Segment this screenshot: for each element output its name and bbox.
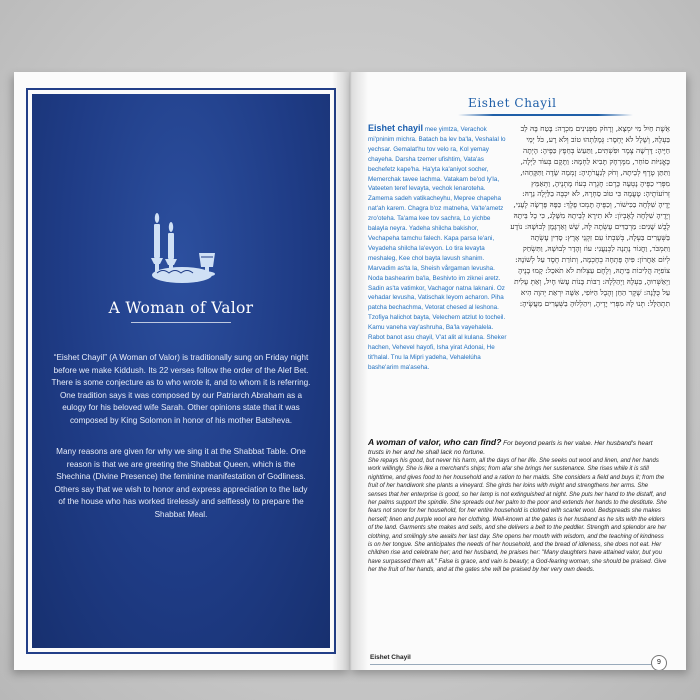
right-page	[350, 72, 686, 670]
footer-label: Eishet Chayil	[370, 654, 411, 661]
translation-heading	[368, 438, 668, 457]
title-underline	[458, 114, 633, 116]
translation-lead-rest: For beyond pearls is her value. Her husband's heart trusts in her and he shall lack no fortune.	[368, 440, 653, 456]
page-title: A Woman of Valor	[108, 299, 254, 317]
transliteration-text	[368, 124, 508, 373]
translation-lead: A woman of valor, who can find?	[368, 437, 502, 447]
title-divider	[131, 322, 231, 323]
transliteration-lead: Eishet chayil	[368, 123, 424, 133]
transliteration-body: mee yimtza, Verachok mi'pninim michra. Batach ba lev ba'la, Veshalal lo yechsar. Gemalat'hu tov velo ra, Kol yemay chayeha. Darsha tzemer ufishtim, Vata'as bechefetz kape'ha. Ha'yta ka'aniyot socher, Memerchak tavee lachma. Vatakam be'od ly'la, Vateeten teref levayta, vechok lenaroteha. Zamema sadeh vatikacheyhu, Mepree chapeha nat'ah karem. Chagra b'oz matneha, Va'te'ametz zro'oteha. Ta'ama kee tov sachra, Lo yichbe balayla neyra. Yadeha shilcha bakishor, Vechapeha tamchu falech. Kapa parsa le'ani, Veyadeha shilcha la'evyon. Lo tira levayta meshaleg, Kee chol bayta lavush shanim. Marvadim as'ta la, Sheish vårgaman levusha. Noda bashearim ba'la, Beshivto im ziknei aretz. Sadin as'ta vatimkor, Vachagor natna laknani. Oz vehadar levusha, Vatischak leyom acharon. Piha patcha bechachma, Vetorat chesed al leshona. Tzofiya halichot bayta, Velechem atzlut lo tocheil. Kamu vaneha vay'ashruha, Ba'la vayehalela. Rabot banot asu chayil, V'at alit al kulana. Sheker hachen, Vehevel hayofi, Isha yirat Adonai, He tit'halal. Tnu la Mipri yadeha, Vehalelúha bashe'arim ma'aseha.	[368, 126, 507, 371]
translation-text: She repays his good, but never his harm, all the days of her life. She seeks out wool and linen, and her hands work willingly. She is like a merchant's ships; from afar she brings her sustenance. She rises while it is still nighttime, and gives food to her household and a ration to her maids. She considers a field and buys it; from the fruit of her handiwork she plants a vineyard. She girds her loins with might and strengthens her arms. She senses that her enterprise is good, so her lamp is not extinguished at night. She puts her hand to the distaff, and her palms support the spindle. She spreads out her palm to the poor and extends her hands to the destitute. She fears not snow for her household, for her entire household is clothed with scarlet wool. Bedspreads she makes herself; linen and purple wool are her clothing. Well-known at the gates is her husband as he sits with the elders of the land. Garments she makes and sells, and she delivers a belt to the peddler. Strength and splendor are her clothing, and smilingly she awaits her last day. She opens her mouth with wisdom, and the teaching of kindness is on her tongue. She anticipates the needs of her household, and the bread of idleness, she does not eat. Her children rise and celebrate her; and her husband, he praises her: "Many daughters have attained valor, but you have surpassed them all." False is grace, and vain is beauty; a God-fearing woman, she should be praised. Give her the fruit of her hands, and at the gates she will be praised by her very own deeds.	[368, 458, 667, 574]
hebrew-text: אֵשֶׁת חַיִל מִי יִמְצָא, וְרָחֹק מִפְּנִינִים מִכְרָה: בָּטַח בָּהּ לֵב בַּעְלָהּ, וְשָׁלָל לֹא יֶחְסָר: גְּמָלַתְהוּ טוֹב וְלֹא רָע, כֹּל יְמֵי חַיֶּיהָ: דָּרְשָׁה צֶמֶר וּפִשְׁתִּים, וַתַּעַשׂ בְּחֵפֶץ כַּפֶּיהָ: הָיְתָה כָּאֳנִיּוֹת סוֹחֵר, מִמֶּרְחָק תָּבִיא לַחְמָהּ: וַתָּקָם בְּעוֹד לַיְלָה, וַתִּתֵּן טֶרֶף לְבֵיתָהּ, וְחֹק לְנַעֲרֹתֶיהָ: זָמְמָה שָׂדֶה וַתִּקָּחֵהוּ, מִפְּרִי כַפֶּיהָ נָטְעָה כָּרֶם: חָגְרָה בְעוֹז מָתְנֶיהָ, וַתְּאַמֵּץ זְרוֹעוֹתֶיהָ: טָעֲמָה כִּי טוֹב סַחְרָהּ, לֹא יִכְבֶּה בַלַּיְלָה נֵרָהּ: יָדֶיהָ שִׁלְּחָה בַכִּישׁוֹר, וְכַפֶּיהָ תָּמְכוּ פָלֶךְ: כַּפָּהּ פָּרְשָׂה לֶעָנִי, וְיָדֶיהָ שִׁלְּחָה לָאֶבְיוֹן: לֹא תִירָא לְבֵיתָהּ מִשָּׁלֶג, כִּי כָל בֵּיתָהּ לָבֻשׁ שָׁנִים: מַרְבַדִּים עָשְׂתָה לָּהּ, שֵׁשׁ וְאַרְגָּמָן לְבוּשָׁהּ: נוֹדָע בַּשְּׁעָרִים בַּעְלָהּ, בְּשִׁבְתּוֹ עִם זִקְנֵי אָרֶץ: סָדִין עָשְׂתָה וַתִּמְכֹּר, וַחֲגוֹר נָתְנָה לַכְּנַעֲנִי: עוֹז וְהָדָר לְבוּשָׁהּ, וַתִּשְׂחַק לְיוֹם אַחֲרוֹן: פִּיהָ פָּתְחָה בְחָכְמָה, וְתוֹרַת חֶסֶד עַל לְשׁוֹנָהּ: צוֹפִיָּה הֲלִיכוֹת בֵּיתָהּ, וְלֶחֶם עַצְלוּת לֹא תֹאכֵל: קָמוּ בָנֶיהָ וַיְאַשְּׁרוּהָ, בַּעְלָהּ וַיְהַלְלָהּ: רַבּוֹת בָּנוֹת עָשׂוּ חָיִל, וְאַתְּ עָלִית עַל כֻּלָּנָה: שֶׁקֶר הַחֵן וְהֶבֶל הַיּוֹפִי, אִשָּׁה יִרְאַת יְהוָה הִיא תִתְהַלָּל: תְּנוּ לָהּ מִפְּרִי יָדֶיהָ, וִיהַלְלוּהָ בַשְּׁעָרִים מַעֲשֶׂיהָ:	[510, 124, 670, 308]
footer-divider	[370, 664, 653, 665]
intro-paragraph-1: “Eishet Chayil” (A Woman of Valor) is traditionally sung on Friday night before we make Kiddush. Its 22 verses follow the order of the Alef Bet. There is some conjecture as to who wrote it, and to whom it is referring. One tradition says it was composed by our Patriarch Abraham as a eulogy for his beloved wife Sarah. Other opinions state that it was composed by King Solomon in honor of his mother Batsheva.	[51, 353, 311, 425]
section-title: Eishet Chayil	[468, 96, 557, 110]
left-page	[14, 72, 350, 670]
page-number: 9	[651, 655, 667, 670]
candles-and-kiddush-cup-icon	[137, 209, 227, 289]
intro-panel	[32, 94, 330, 648]
intro-paragraph-2: Many reasons are given for why we sing it at the Shabbat Table. One reason is that we are greeting the Shabbat Queen, which is the Shechina (Divine Presence) the feminine manifestation of Godliness. Others say that we wish to honor and express appreciation to the lady of the house who has worked tirelessly and selflessly to prepare the Shabbat Meal.	[54, 447, 308, 519]
open-booklet	[14, 72, 686, 670]
